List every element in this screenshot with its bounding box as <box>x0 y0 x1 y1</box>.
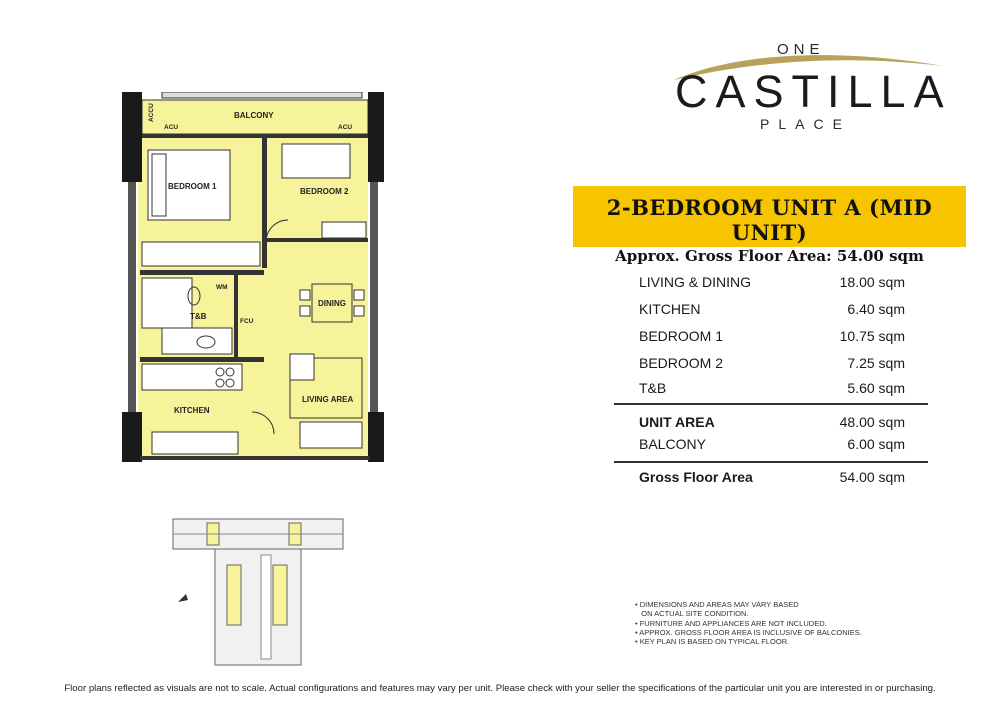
unit-area-value: 48.00 sqm <box>839 414 905 430</box>
area-label: BEDROOM 2 <box>639 355 724 371</box>
logo-top-text: ONE <box>777 41 825 58</box>
gross-area-value: 54.00 sqm <box>839 469 905 485</box>
plan-label-bedroom1: BEDROOM 1 <box>168 182 217 191</box>
unit-subtitle: Approx. Gross Floor Area: 54.00 sqm <box>615 247 924 265</box>
note-item: • APPROX. GROSS FLOOR AREA IS INCLUSIVE OF BALCONIES. <box>635 627 862 637</box>
note-item: • FURNITURE AND APPLIANCES ARE NOT INCLUDED. <box>635 618 827 628</box>
floor-plan <box>122 92 384 464</box>
area-label: LIVING & DINING <box>639 274 752 290</box>
plan-label-tb: T&B <box>190 312 207 321</box>
north-arrow-icon <box>176 590 196 606</box>
plan-label-kitchen: KITCHEN <box>174 406 210 415</box>
plan-label-fcu: FCU <box>240 318 254 325</box>
plan-label-acu-right: ACU <box>338 124 353 131</box>
plan-label-living: LIVING AREA <box>302 395 354 404</box>
area-value: 6.40 sqm <box>847 301 905 317</box>
balcony-value: 6.00 sqm <box>847 436 905 452</box>
area-value: 5.60 sqm <box>847 380 905 396</box>
note-item: ON ACTUAL SITE CONDITION. <box>635 609 749 619</box>
area-value: 7.25 sqm <box>847 355 905 371</box>
area-value: 18.00 sqm <box>839 274 905 290</box>
unit-title: 2-BEDROOM UNIT A (MID UNIT) <box>606 195 933 245</box>
logo-bottom-text: PLACE <box>760 116 851 132</box>
note-item: • KEY PLAN IS BASED ON TYPICAL FLOOR. <box>635 637 790 647</box>
area-label: T&B <box>639 380 667 396</box>
balcony-label: BALCONY <box>639 436 706 452</box>
plan-label-balcony: BALCONY <box>234 111 274 120</box>
plan-label-dining: DINING <box>318 299 346 308</box>
plan-label-bedroom2: BEDROOM 2 <box>300 187 349 196</box>
logo-main-text: CASTILLA <box>675 66 952 117</box>
table-divider <box>614 461 928 463</box>
area-label: KITCHEN <box>639 301 701 317</box>
plan-label-acu-left: ACU <box>164 124 179 131</box>
unit-area-label: UNIT AREA <box>639 414 715 430</box>
area-value: 10.75 sqm <box>839 328 905 344</box>
footer-disclaimer: Floor plans reflected as visuals are not to scale. Actual configurations and features may vary per unit. Please check with your seller the specifications of the particular unit you are interested in or purchasing. <box>64 683 936 694</box>
gross-area-label: Gross Floor Area <box>639 469 753 485</box>
unit-header-box <box>573 186 966 265</box>
plan-label-accu: ACCU <box>148 103 155 122</box>
note-item: • DIMENSIONS AND AREAS MAY VARY BASED <box>635 600 799 609</box>
disclaimer-notes <box>635 600 862 646</box>
area-label: BEDROOM 1 <box>639 328 724 344</box>
table-divider <box>614 403 928 405</box>
plan-label-wm: WM <box>216 284 228 291</box>
floor-plan-drawing <box>122 92 384 464</box>
